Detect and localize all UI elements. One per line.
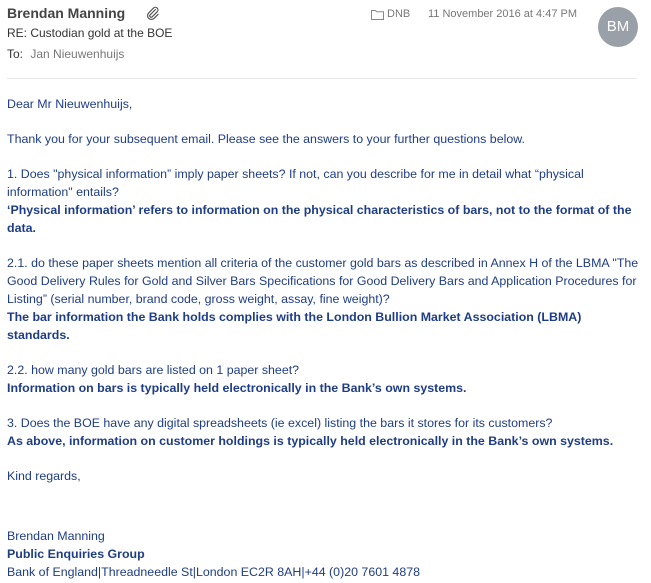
answer-3: Information on bars is typically held electronically in the Bank’s own systems. [7,381,467,395]
signature-address: Bank of England|Threadneedle St|London EC2R 8AH|+44 (0)20 7601 4878 [7,565,420,579]
signature-group: Public Enquiries Group [7,547,145,561]
qa-block-3 [7,361,647,397]
qa-block-1 [7,165,647,237]
signature [7,527,420,581]
folder-icon [371,9,384,20]
question-1: 1. Does "physical information” imply paper sheets? If not, can you describe for me in detail what “physical information" entails? [7,167,584,199]
email-subject: RE: Custodian gold at the BOE [7,26,173,40]
email-body [7,95,647,502]
header-divider [7,78,637,79]
recipient-name[interactable]: Jan Nieuwenhuijs [30,47,125,61]
greeting: Dear Mr Nieuwenhuijs, [7,97,133,111]
qa-block-4 [7,414,647,450]
paperclip-icon[interactable] [146,6,160,25]
mailbox-folder[interactable] [371,8,410,20]
closing: Kind regards, [7,469,81,483]
intro-paragraph: Thank you for your subsequent email. Please see the answers to your further questions below. [7,132,525,146]
question-3: 2.2. how many gold bars are listed on 1 paper sheet? [7,363,300,377]
signature-name: Brendan Manning [7,529,105,543]
sender-name[interactable]: Brendan Manning [7,5,126,21]
email-header [0,0,651,80]
answer-2: The bar information the Bank holds complies with the London Bullion Market Association (LBMA) standards. [7,310,582,342]
recipient-line [7,47,124,61]
folder-label: DNB [387,8,411,20]
question-2: 2.1. do these paper sheets mention all criteria of the customer gold bars as described in Annex H of the LBMA "The Good Delivery Rules for Gold and Silver Bars Specifications for Good Delivery Bars and Application Procedures for Listing” (serial number, brand code, gross weight, assay, fine weight)? [7,256,639,306]
to-label: To: [7,47,24,61]
answer-1: ‘Physical information’ refers to information on the physical characteristics of bars, not to the format of the data. [7,203,632,235]
qa-block-2 [7,254,647,344]
question-4: 3. Does the BOE have any digital spreadsheets (ie excel) listing the bars it stores for its customers? [7,416,553,430]
answer-4: As above, information on customer holdings is typically held electronically in the Bank’s own systems. [7,434,614,448]
avatar[interactable]: BM [598,7,638,47]
email-date: 11 November 2016 at 4:47 PM [428,8,577,20]
